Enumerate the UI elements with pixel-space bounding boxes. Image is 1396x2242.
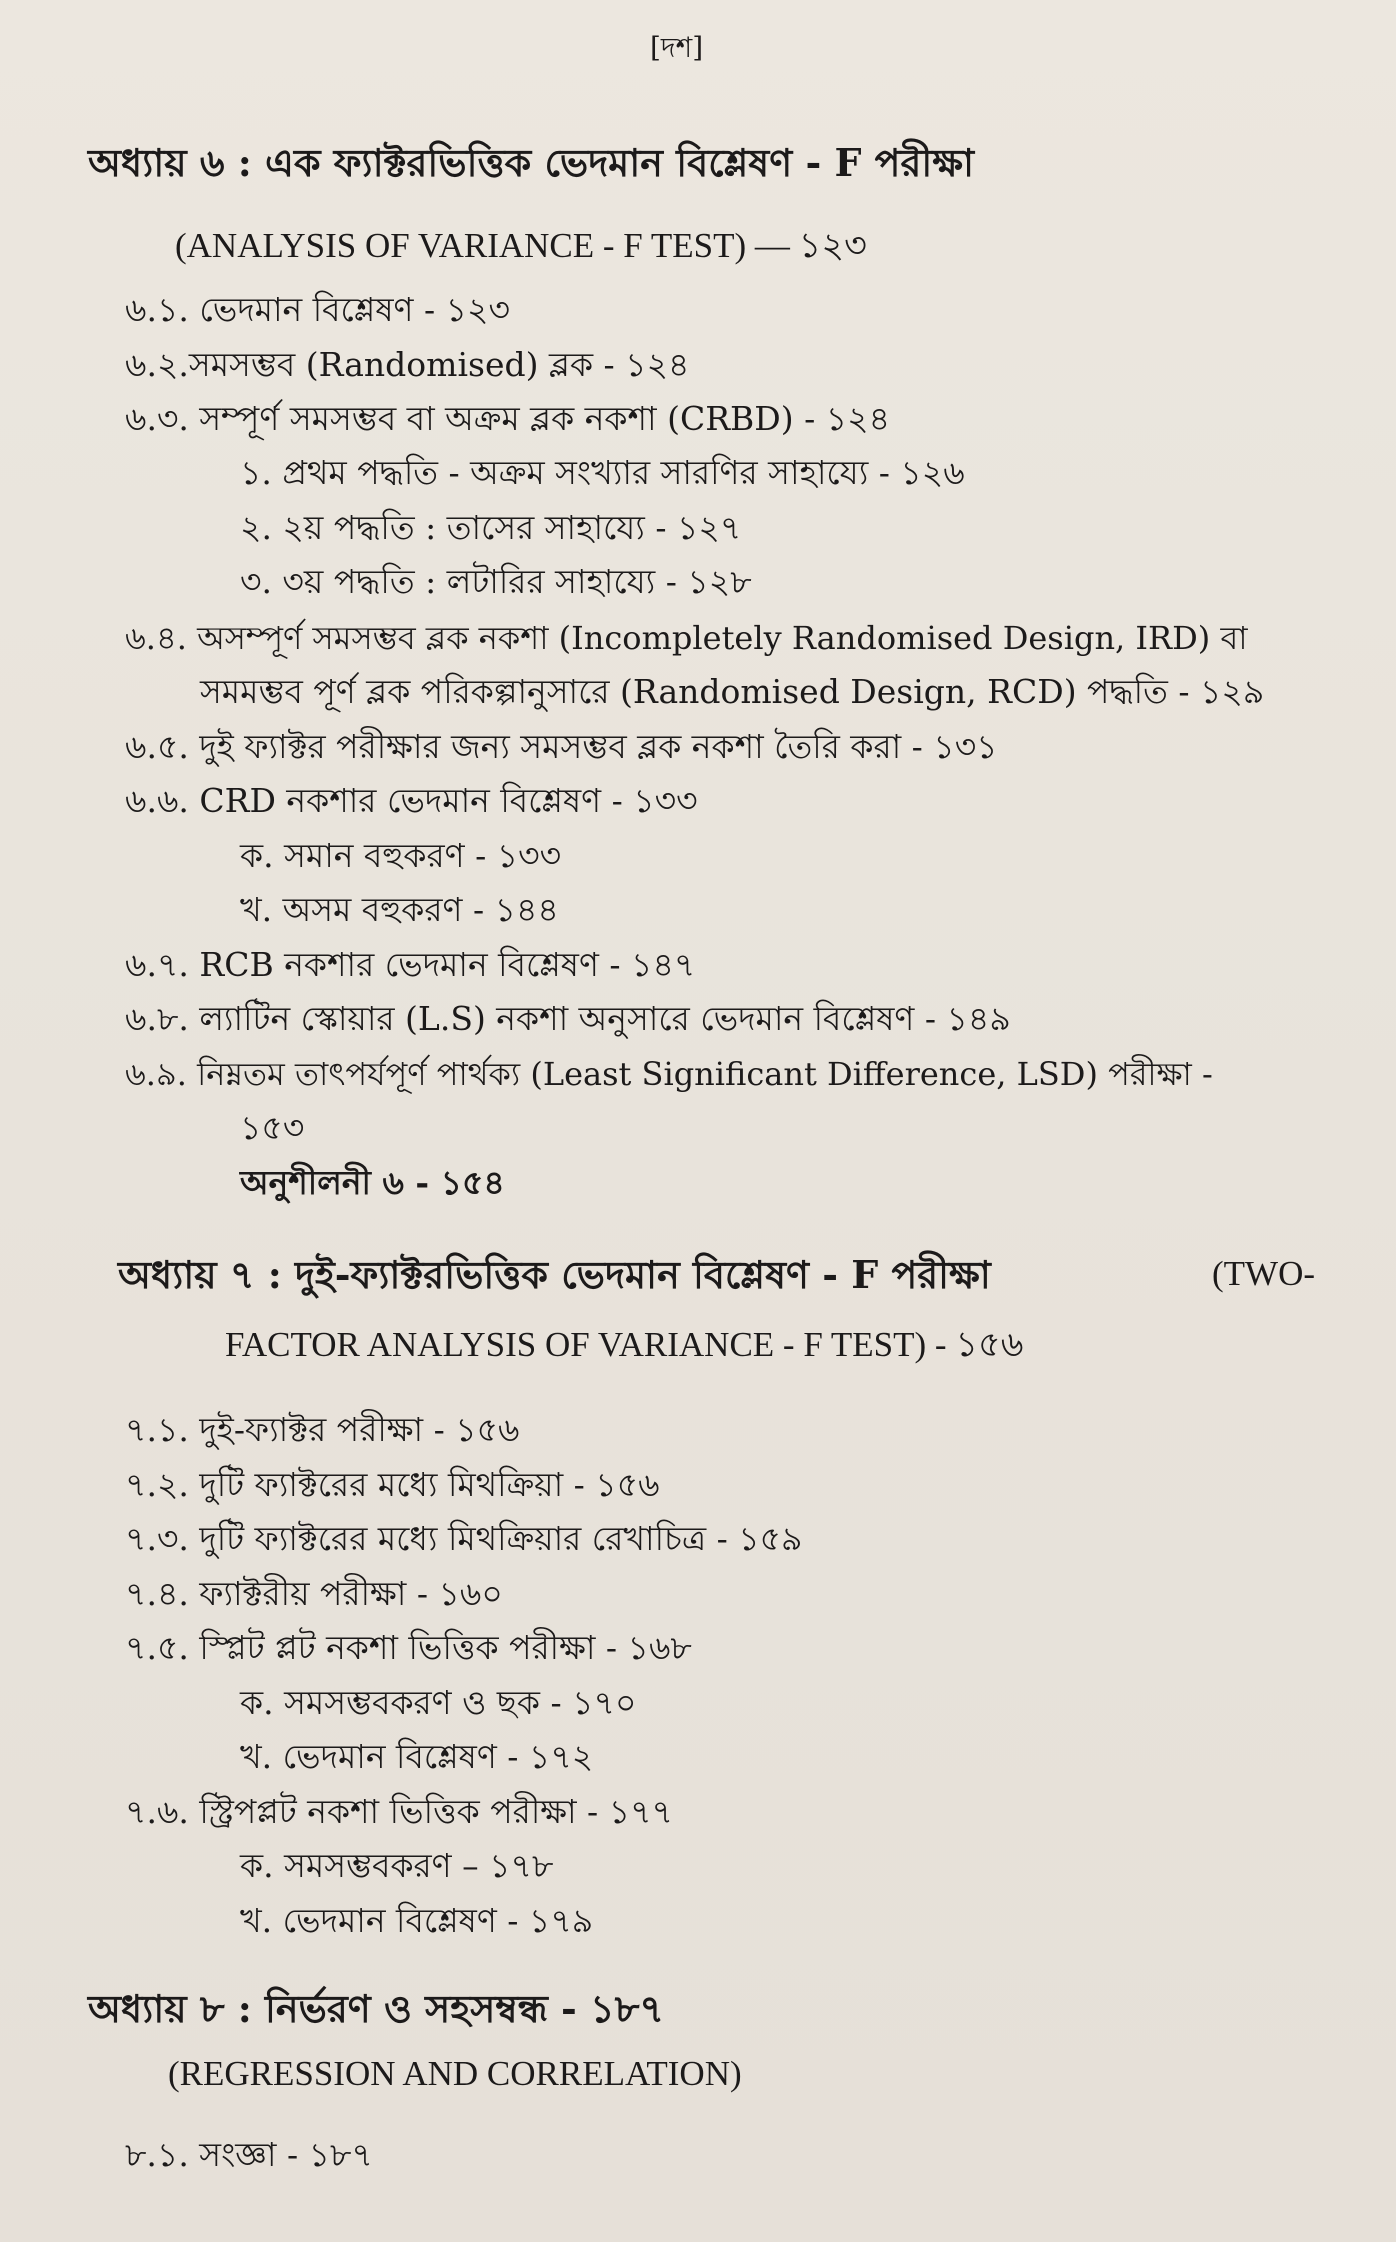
toc-subitem-7-5-a: ক. সমসম্ভবকরণ ও ছক - ১৭০: [240, 1683, 637, 1722]
toc-subitem-7-5-b: খ. ভেদমান বিশ্লেষণ - ১৭২: [240, 1737, 594, 1776]
toc-item-7-6: ৭.৬. স্ট্রিপপ্লট নকশা ভিত্তিক পরীক্ষা - ১৭৭: [125, 1792, 674, 1831]
toc-subitem-6-3-2: ২. ২য় পদ্ধতি : তাসের সাহায্যে - ১২৭: [240, 508, 742, 547]
toc-item-7-4: ৭.৪. ফ্যাক্টরীয় পরীক্ষা - ১৬০: [125, 1574, 503, 1613]
toc-item-6-6: ৬.৬. CRD নকশার ভেদমান বিশ্লেষণ - ১৩৩: [125, 781, 698, 820]
chapter-7-subtitle: FACTOR ANALYSIS OF VARIANCE - F TEST) - ১৫৬: [225, 1325, 1024, 1364]
toc-item-6-2: ৬.২.সমসম্ভব (Randomised) ব্লক - ১২৪: [125, 345, 690, 384]
toc-item-8-1: ৮.১. সংজ্ঞা - ১৮৭: [125, 2135, 373, 2174]
chapter-7-heading-tail: (TWO-: [1212, 1254, 1316, 1293]
toc-item-6-8: ৬.৮. ল্যাটিন স্কোয়ার (L.S) নকশা অনুসারে ভেদমান বিশ্লেষণ - ১৪৯: [125, 999, 1011, 1038]
toc-subitem-6-3-1: ১. প্রথম পদ্ধতি - অক্রম সংখ্যার সারণির সাহায্যে - ১২৬: [240, 453, 965, 492]
toc-item-6-4-cont: সমমম্ভব পূর্ণ ব্লক পরিকল্পানুসারে (Randomised Design, RCD) পদ্ধতি - ১২৯: [200, 672, 1265, 711]
toc-subitem-6-6-b: খ. অসম বহুকরণ - ১৪৪: [240, 890, 559, 929]
chapter-8-heading: অধ্যায় ৮ : নির্ভরণ ও সহসম্বন্ধ - ১৮৭: [88, 1986, 665, 2031]
toc-subitem-7-6-b: খ. ভেদমান বিশ্লেষণ - ১৭৯: [240, 1901, 594, 1940]
toc-item-7-5: ৭.৫. স্প্লিট প্লট নকশা ভিত্তিক পরীক্ষা - ১৬৮: [125, 1628, 692, 1667]
chapter-6-subtitle: (ANALYSIS OF VARIANCE - F TEST) — ১২৩: [175, 226, 867, 265]
toc-item-7-1: ৭.১. দুই-ফ্যাক্টর পরীক্ষা - ১৫৬: [125, 1410, 520, 1449]
toc-item-6-3: ৬.৩. সম্পূর্ণ সমসম্ভব বা অক্রম ব্লক নকশা (CRBD) - ১২৪: [125, 399, 891, 438]
chapter-6-heading: অধ্যায় ৬ : এক ফ্যাক্টরভিত্তিক ভেদমান বিশ্লেষণ - F পরীক্ষা: [88, 140, 975, 185]
toc-subitem-6-3-3: ৩. ৩য় পদ্ধতি : লটারির সাহায্যে - ১২৮: [240, 562, 752, 601]
toc-item-7-3: ৭.৩. দুটি ফ্যাক্টরের মধ্যে মিথক্রিয়ার রেখাচিত্র - ১৫৯: [125, 1519, 803, 1558]
page-number: [দশ]: [650, 31, 704, 64]
toc-item-6-1: ৬.১. ভেদমান বিশ্লেষণ - ১২৩: [125, 290, 510, 329]
toc-item-6-4: ৬.৪. অসম্পূর্ণ সমসম্ভব ব্লক নকশা (Incompletely Randomised Design, IRD) বা: [125, 619, 1248, 657]
exercise-6: অনুশীলনী ৬ - ১৫৪: [240, 1163, 505, 1202]
toc-item-6-5: ৬.৫. দুই ফ্যাক্টর পরীক্ষার জন্য সমসম্ভব ব্লক নকশা তৈরি করা - ১৩১: [125, 727, 998, 766]
chapter-8-subtitle: (REGRESSION AND CORRELATION): [168, 2054, 742, 2093]
toc-item-6-7: ৬.৭. RCB নকশার ভেদমান বিশ্লেষণ - ১৪৭: [125, 945, 696, 984]
toc-item-7-2: ৭.২. দুটি ফ্যাক্টরের মধ্যে মিথক্রিয়া - ১৫৬: [125, 1465, 660, 1504]
toc-item-6-9: ৬.৯. নিম্নতম তাৎপর্যপূর্ণ পার্থক্য (Least Significant Difference, LSD) পরীক্ষা -: [125, 1055, 1213, 1093]
toc-subitem-7-6-a: ক. সমসম্ভবকরণ – ১৭৮: [240, 1846, 554, 1885]
toc-item-6-9-page: ১৫৩: [240, 1108, 305, 1147]
chapter-7-heading: অধ্যায় ৭ : দুই-ফ্যাক্টরভিত্তিক ভেদমান বিশ্লেষণ - F পরীক্ষা: [118, 1252, 991, 1297]
toc-subitem-6-6-a: ক. সমান বহুকরণ - ১৩৩: [240, 836, 562, 875]
